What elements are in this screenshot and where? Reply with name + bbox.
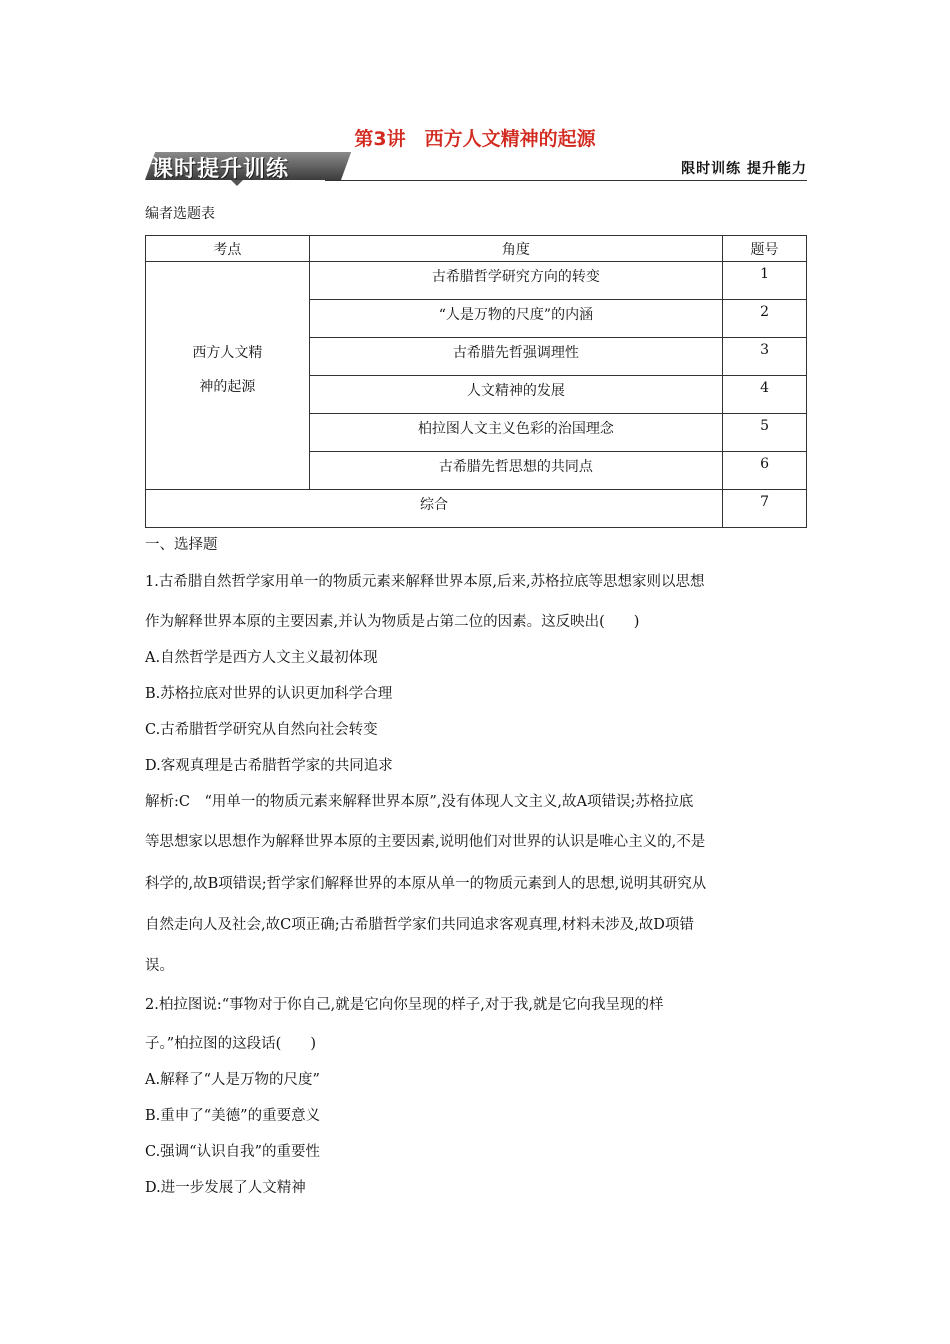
banner-pointer (231, 180, 243, 186)
question-1-stem: 作为解释世界本原的主要因素,并认为物质是占第二位的因素。这反映出( ) (145, 614, 640, 630)
number-cell: 3 (723, 338, 807, 376)
option-a: A.解释了“人是万物的尺度” (145, 1072, 320, 1088)
header-cell: 题号 (723, 236, 807, 262)
option-b: B.苏格拉底对世界的认识更加科学合理 (145, 686, 393, 702)
angle-cell: 古希腊哲学研究方向的转变 (309, 262, 722, 300)
question-2-stem: 子。”柏拉图的这段话( ) (145, 1036, 316, 1052)
banner-left-label: 课时提升训练 (151, 157, 290, 182)
option-c: C.强调“认识自我”的重要性 (145, 1144, 321, 1160)
option-b: B.重申了“美德”的重要意义 (145, 1108, 321, 1124)
header-cell: 角度 (309, 236, 722, 262)
summary-cell: 综合 (146, 490, 723, 528)
number-cell: 7 (723, 490, 807, 528)
option-d: D.进一步发展了人文精神 (145, 1180, 306, 1196)
angle-cell: 古希腊先哲思想的共同点 (309, 452, 722, 490)
analysis-text: 误。 (145, 958, 174, 974)
angle-cell: “人是万物的尺度”的内涵 (309, 300, 722, 338)
page-title: 第3讲 西方人文精神的起源 (354, 128, 596, 150)
table-row (146, 262, 807, 300)
header-cell: 考点 (146, 236, 310, 262)
analysis-text: 科学的,故B项错误;哲学家们解释世界的本原从单一的物质元素到人的思想,说明其研究从 (145, 876, 707, 892)
banner-right-label: 限时训练 提升能力 (681, 161, 807, 177)
angle-cell: 柏拉图人文主义色彩的治国理念 (309, 414, 722, 452)
angle-cell: 古希腊先哲强调理性 (309, 338, 722, 376)
number-cell: 1 (723, 262, 807, 300)
analysis-text: 自然走向人及社会,故C项正确;古希腊哲学家们共同追求客观真理,材料未涉及,故D项错 (145, 917, 694, 933)
number-cell: 2 (723, 300, 807, 338)
option-a: A.自然哲学是西方人文主义最初体现 (145, 650, 378, 666)
question-1-stem: 1.古希腊自然哲学家用单一的物质元素来解释世界本原,后来,苏格拉底等思想家则以思想 (145, 574, 705, 590)
option-c: C.古希腊哲学研究从自然向社会转变 (145, 722, 378, 738)
table-caption: 编者选题表 (145, 206, 215, 222)
banner-divider (325, 180, 807, 181)
analysis-text: 解析:C “用单一的物质元素来解释世界本原”,没有体现人文主义,故A项错误;苏格拉底 (145, 794, 694, 810)
lesson-banner (145, 148, 807, 184)
number-cell: 5 (723, 414, 807, 452)
table-header-row (146, 236, 807, 262)
analysis-text: 等思想家以思想作为解释世界本原的主要因素,说明他们对世界的认识是唯心主义的,不是 (145, 834, 706, 850)
angle-cell: 人文精神的发展 (309, 376, 722, 414)
topic-cell: 西方人文精 神的起源 (146, 262, 310, 490)
number-cell: 6 (723, 452, 807, 490)
option-d: D.客观真理是古希腊哲学家的共同追求 (145, 758, 393, 774)
question-2-stem: 2.柏拉图说:“事物对于你自己,就是它向你呈现的样子,对于我,就是它向我呈现的样 (145, 997, 664, 1013)
table-summary-row (146, 490, 807, 528)
number-cell: 4 (723, 376, 807, 414)
section-title: 一、选择题 (145, 537, 218, 553)
topic-table (145, 235, 807, 528)
